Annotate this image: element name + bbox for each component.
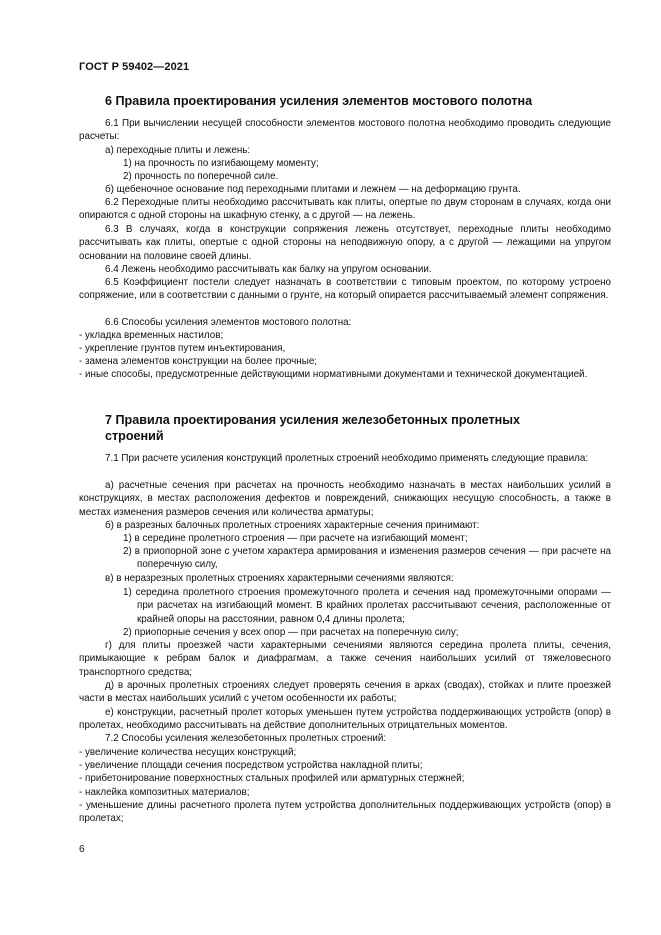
- page-number: 6: [79, 844, 85, 855]
- item-6-1-a: а) переходные плиты и лежень:: [105, 145, 251, 156]
- item-6-1-a-1: 1) на прочность по изгибающему моменту;: [123, 158, 319, 169]
- item-7-1-v-1: 1) середина пролетного строения промежуточного пролета и сечения над промежуточными опорами — при расчетах на изгибающий момент. В крайних пролетах рассчитывают сечения, расположенные от крайней опоры на расстоянии, равном 0,4 длины пролета;: [123, 587, 611, 625]
- paragraph-6-1: 6.1 При вычислении несущей способности элементов мостового полотна необходимо проводить следующие расчеты:: [79, 118, 611, 143]
- item-7-1-g: г) для плиты проезжей части характерными сечениями являются середина пролета плиты, сечения, примыкающие к ребрам балок и диафрагмам, а также сечения наибольших усилий от тяжеловесного транспортного средства;: [79, 640, 611, 678]
- list-item-6-6-2: - укрепление грунтов путем инъектирования,: [79, 343, 286, 354]
- document-header: ГОСТ Р 59402—2021: [79, 61, 190, 73]
- paragraph-7-1: 7.1 При расчете усиления конструкций пролетных строений необходимо применять следующие правила:: [105, 453, 589, 464]
- item-7-1-b-1: 1) в середине пролетного строения — при расчете на изгибающий момент;: [123, 533, 468, 544]
- paragraph-7-2: 7.2 Способы усиления железобетонных пролетных строений:: [105, 733, 387, 744]
- list-item-6-6-4: - иные способы, предусмотренные действующими нормативными документами и технической документацией.: [79, 369, 588, 380]
- list-item-7-2-2: - увеличение площади сечения посредством устройства накладной плиты;: [79, 760, 423, 771]
- section-7-title-line-2: строений: [105, 429, 164, 443]
- section-6-title: 6 Правила проектирования усиления элементов мостового полотна: [105, 94, 533, 108]
- item-7-1-v-2: 2) приопорные сечения у всех опор — при расчетах на поперечную силу;: [123, 627, 459, 638]
- item-7-1-b-2: 2) в приопорной зоне с учетом характера армирования и изменения размеров сечения — при расчете на поперечную силу,: [123, 546, 611, 571]
- item-7-1-b: б) в разрезных балочных пролетных строениях характерные сечения принимают:: [105, 520, 480, 531]
- paragraph-6-3: 6.3 В случаях, когда в конструкции сопряжения лежень отсутствует, переходные плиты необходимо рассчитывать как плиты, опертые с одной стороны на неподвижную опору, а с другой — лежащими на упругом основании на половине своей длины.: [79, 224, 611, 262]
- list-item-7-2-1: - увеличение количества несущих конструкций;: [79, 747, 297, 758]
- list-item-7-2-3: - прибетонирование поверхностных стальных профилей или арматурных стержней;: [79, 773, 465, 784]
- item-6-1-b: б) щебеночное основание под переходными плитами и лежнем — на деформацию грунта.: [105, 184, 521, 195]
- paragraph-6-5: 6.5 Коэффициент постели следует назначать в соответствии с типовым проектом, по которому устроено сопряжение, или в соответствии с данными о грунте, на который опирается рассчитываемый элемент сопряжения.: [79, 277, 611, 302]
- paragraph-6-4: 6.4 Лежень необходимо рассчитывать как балку на упругом основании.: [105, 264, 432, 275]
- list-item-7-2-5: - уменьшение длины расчетного пролета путем устройства дополнительных поддерживающих устройств (опор) в пролетах;: [79, 800, 611, 825]
- paragraph-6-6: 6.6 Способы усиления элементов мостового полотна:: [105, 317, 352, 328]
- paragraph-6-2: 6.2 Переходные плиты необходимо рассчитывать как плиты, опертые по двум сторонам в случаях, когда они опираются с одной стороны на шкафную стенку, а с другой — на лежень.: [79, 197, 611, 222]
- item-7-1-e: е) конструкции, расчетный пролет которых уменьшен путем устройства поддерживающих устройств (опор) в пролетах, необходимо рассчитывать на действие дополнительных отрицательных моментов.: [79, 707, 611, 732]
- list-item-6-6-1: - укладка временных настилов;: [79, 330, 224, 341]
- list-item-6-6-3: - замена элементов конструкции на более прочные;: [79, 356, 318, 367]
- item-7-1-v: в) в неразрезных пролетных строениях характерными сечениями являются:: [105, 573, 454, 584]
- item-7-1-a: а) расчетные сечения при расчетах на прочность необходимо назначать в местах наибольших усилий в конструкциях, в местах расположения дефектов и повреждений, снижающих несущую способность, а также в местах изменения размеров сечения или количества арматуры;: [79, 480, 611, 518]
- item-6-1-a-2: 2) прочность по поперечной силе.: [123, 171, 279, 182]
- section-7-title-line-1: 7 Правила проектирования усиления железобетонных пролетных: [105, 413, 520, 427]
- item-7-1-d: д) в арочных пролетных строениях следует проверять сечения в арках (сводах), стойках и плите проезжей части в местах наибольших усилий с учетом особенности их работы;: [79, 680, 611, 705]
- list-item-7-2-4: - наклейка композитных материалов;: [79, 787, 250, 798]
